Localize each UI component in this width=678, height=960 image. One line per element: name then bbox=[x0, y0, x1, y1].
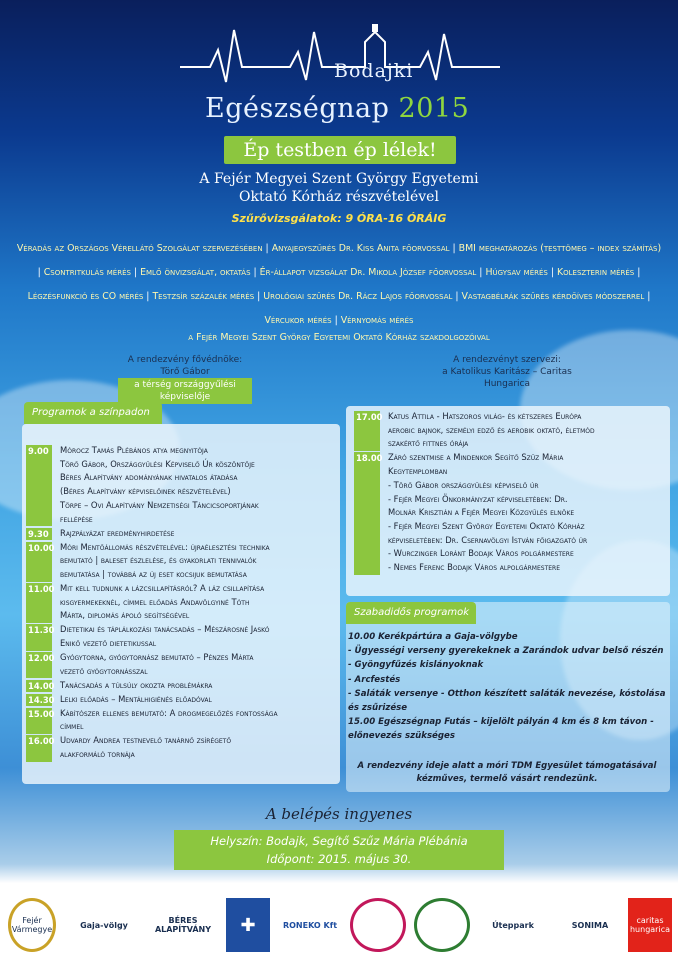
patron-role: a térség országgyűlési képviselője bbox=[118, 378, 252, 404]
program-tab: Programok a színpadon bbox=[24, 402, 162, 424]
sponsor-logo: RONEKO Kft bbox=[282, 920, 338, 930]
sponsor-logo: Fejér Vármegye bbox=[8, 898, 56, 952]
program-line: Lelki előadás – Mentálhigiénés előadóval bbox=[60, 693, 212, 704]
patron-box bbox=[118, 354, 252, 404]
sponsor-logos bbox=[0, 890, 678, 960]
separator: | bbox=[254, 291, 264, 302]
program-line: képviseletében: Dr. Csernavölgyi István főigazgató úr bbox=[388, 534, 588, 545]
organizer-name: a Katolikus Karitász – Caritas bbox=[442, 367, 572, 377]
separator: | bbox=[250, 267, 260, 278]
program-line: bemutatása | továbbá az új eset kocsijuk bemutatása bbox=[60, 568, 247, 579]
program-line: Udvardy Andrea testnevelő tanárnő zsírégető bbox=[60, 735, 232, 746]
program-line: szakértő fittnes órája bbox=[388, 438, 469, 449]
separator: | bbox=[547, 267, 557, 278]
program-line: Törő Gábor, Országgyűlési Képviselő Úr köszöntője bbox=[60, 458, 255, 469]
sponsor-logo: Gaja-völgy bbox=[80, 920, 128, 930]
program-line: Móri Mentőállomás részvételével: újraélesztési technika bbox=[60, 541, 270, 552]
program-line: Márta, diplomás ápoló segítségével bbox=[60, 610, 190, 621]
sponsor-logo bbox=[350, 898, 406, 952]
program-line: Törpe – Ovi Alapítvány Nemzetiségi Táncicsoportjának bbox=[60, 499, 259, 510]
sponsor-logo bbox=[414, 898, 470, 952]
page-title bbox=[205, 93, 469, 124]
assist-line: a Fejér Megyei Szent György Egyetemi Oktató Kórház szakdolgozóival bbox=[188, 332, 490, 343]
time-label: 17.00 bbox=[356, 412, 383, 422]
program-line: címmel bbox=[60, 721, 84, 732]
program-line: Rajzpályázat eredményhirdetése bbox=[60, 527, 175, 538]
time-bar bbox=[26, 445, 52, 526]
time-bar bbox=[354, 452, 380, 574]
separator: | bbox=[452, 291, 462, 302]
sponsor-logo: ✚ bbox=[226, 898, 270, 952]
test-item: Urológiai szűrés Dr. Rácz Lajos főorvossal bbox=[263, 291, 453, 302]
test-item: Koleszterin mérés bbox=[556, 267, 635, 278]
program-line: (Béres Alapítvány képviselőinek részvételével) bbox=[60, 486, 231, 497]
sponsor-logo: BÉRES ALAPÍTVÁNY bbox=[154, 916, 212, 934]
separator: | bbox=[37, 267, 44, 278]
separator: | bbox=[476, 267, 486, 278]
free-item: - Ügyességi verseny gyerekeknek a Zarándok udvar belső részén bbox=[348, 646, 664, 657]
screening-hours: Szűrővizsgálatok: 9 ÓRA-16 ÓRÁIG bbox=[231, 212, 447, 225]
program-line: - Törő Gábor országgyűlési képviselő úr bbox=[388, 479, 539, 490]
time-label: 11.30 bbox=[28, 625, 55, 636]
separator: | bbox=[644, 291, 651, 302]
program-line: Mit kell tudnunk a lázcsillapításról? A láz csillapítása bbox=[60, 582, 265, 593]
test-item: Légzésfunkció és CO mérés bbox=[27, 291, 144, 302]
free-item: 15.00 Egészségnap Futás – kijelölt pályán 4 km és 8 km távon - bbox=[348, 717, 654, 728]
time-label: 15.00 bbox=[28, 708, 55, 719]
test-item: Csontritkulás mérés bbox=[43, 267, 131, 278]
organizer-box bbox=[440, 354, 574, 390]
test-item: Vastagbélrák szűrés kérdőíves módszerrel bbox=[461, 291, 645, 302]
title-year: 2015 bbox=[398, 93, 470, 124]
free-item: és zsűrizése bbox=[348, 703, 408, 714]
location-box bbox=[174, 830, 504, 870]
time-label: 12.00 bbox=[28, 653, 55, 663]
free-note-line: A rendezvény ideje alatt a móri TDM Egyesület támogatásával bbox=[357, 761, 657, 771]
patron-label: A rendezvény fővédnöke: bbox=[127, 355, 243, 365]
sponsor-logo: Úteppark bbox=[492, 920, 534, 930]
free-item: - Gyöngyfűzés kislányoknak bbox=[348, 660, 484, 671]
program-line: kisgyermekeknél, címmel előadás Andavölgyiné Tóth bbox=[60, 596, 250, 607]
time-label: 16.00 bbox=[28, 736, 55, 747]
program-line: - Nemes Ferenc Bodajk Város alpolgármestere bbox=[388, 562, 560, 572]
test-item: BMI meghatározás (testtömeg – index számítás) bbox=[458, 243, 662, 254]
program-line: Gyógytorna, gyógytornász bemutató – Pénzes Márta bbox=[60, 652, 254, 662]
free-note-line: kézműves, termelő vásárt rendezünk. bbox=[416, 774, 598, 784]
separator: | bbox=[130, 267, 141, 278]
test-item: Húgysav mérés bbox=[485, 267, 548, 278]
program-line: Dietetikai és táplálkozási tanácsadás – Mészárosné Jaskó bbox=[60, 624, 270, 635]
free-item: - Arcfestés bbox=[348, 674, 401, 685]
tests-list bbox=[14, 237, 664, 333]
test-item: Vércukor mérés bbox=[264, 315, 332, 326]
subtitle-line2: Oktató Kórház részvételével bbox=[239, 189, 439, 205]
program-line: bemutató | baleset észlelése, és gyakorlati tennivalók bbox=[60, 555, 257, 566]
title-main: Egészségnap bbox=[205, 93, 390, 124]
separator: | bbox=[143, 291, 153, 302]
free-list bbox=[348, 630, 666, 744]
sponsor-logo: SONIMA bbox=[571, 920, 609, 930]
separator: | bbox=[634, 267, 641, 278]
time-label: 14.30 bbox=[28, 694, 55, 705]
program-line: Béres Alapítvány adományának hivatalos átadása bbox=[60, 472, 238, 483]
test-item: Testzsír százalék mérés bbox=[152, 291, 255, 302]
program-line: Kegytemplomban bbox=[388, 466, 448, 477]
separator: | bbox=[449, 243, 459, 254]
program-line: - Fejér Megyei Szent György Egyetemi Oktató Kórház bbox=[388, 520, 585, 531]
test-item: Véradás az Országos Vérellátó Szolgálat szervezésében bbox=[16, 243, 263, 254]
program-line: Záró szentmise a Mindenkor Segítő Szűz Mária bbox=[388, 452, 564, 463]
program-line: Tanácsadás a túlsúly okozta problémákra bbox=[60, 679, 213, 690]
program-line: - Fejér Megyei Önkormányzat képviseletében: Dr. bbox=[388, 493, 568, 504]
organizer-label: A rendezvényt szervezi: bbox=[453, 355, 561, 365]
free-tab: Szabadidős programok bbox=[346, 602, 476, 624]
program-line: Kábítószer ellenes bemutató: A drogmegelőzés fontossága bbox=[60, 707, 278, 718]
program-line: - Wurczinger Loránt Bodajk Város polgármestere bbox=[388, 548, 574, 559]
free-note bbox=[348, 760, 666, 786]
test-item: Emlő önvizsgálat, oktatás bbox=[140, 267, 251, 278]
free-item: 10.00 Kerékpártúra a Gaja-völgybe bbox=[348, 632, 518, 642]
program-line: fellépése bbox=[60, 513, 93, 524]
time-label: 14.00 bbox=[28, 680, 55, 691]
separator: | bbox=[262, 243, 272, 254]
test-item: Vérnyomás mérés bbox=[340, 315, 414, 326]
program-line: Mórocz Tamás Plébános atya megnyitója bbox=[60, 445, 208, 455]
time-label: 10.00 bbox=[28, 542, 55, 553]
free-item: előnevezés szükséges bbox=[348, 731, 455, 742]
test-item: Anyajegyszűrés Dr. Kiss Anita főorvossal bbox=[271, 243, 450, 254]
test-item: Ér-állapot vizsgálat Dr. Mikola József főorvossal bbox=[259, 267, 477, 278]
free-item: - Saláták versenye - Otthon készített saláták nevezése, kóstolása bbox=[348, 688, 666, 699]
time-label: 18.00 bbox=[356, 453, 383, 464]
sponsor-logo: caritas hungarica bbox=[628, 898, 672, 952]
time-label: 9.00 bbox=[28, 446, 49, 456]
program-line: Enikő vezető dietetikussal bbox=[60, 638, 157, 648]
program-line: alakformáló tornája bbox=[60, 749, 135, 760]
location-text: Helyszín: Bodajk, Segítő Szűz Mária Plébánia bbox=[210, 834, 468, 848]
date-text: Időpont: 2015. május 30. bbox=[266, 852, 412, 866]
patron-name: Törő Gábor bbox=[160, 367, 210, 377]
slogan-badge: Ép testben ép lélek! bbox=[224, 136, 456, 164]
entry-free: A belépés ingyenes bbox=[265, 805, 413, 823]
program-line: Katus Attila - Hatszoros világ- és kétszeres Európa bbox=[388, 411, 582, 421]
subtitle-line1: A Fejér Megyei Szent György Egyetemi bbox=[199, 171, 479, 187]
program-line: Molnár Krisztián a Fejér Megyei Közgyűlés elnöke bbox=[388, 507, 575, 518]
title-bodajki: Bodajki bbox=[334, 60, 414, 82]
program-line: vezető gyógytornásszal bbox=[60, 665, 148, 676]
time-label: 11.00 bbox=[28, 583, 55, 594]
time-label: 9.30 bbox=[28, 528, 49, 539]
program-line: aerobic bajnok, személyi edző és aerobik oktató, életmód bbox=[388, 424, 595, 435]
separator: | bbox=[331, 315, 341, 326]
organizer-name2: Hungarica bbox=[483, 379, 531, 389]
